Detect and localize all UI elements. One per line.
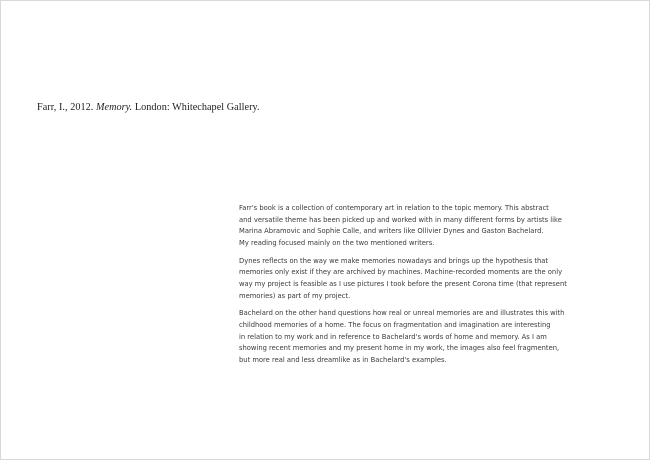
citation-title: Memory. [95, 102, 133, 113]
text-line: memories only exist if they are archived by machines. Machine-recorded moments are the only [239, 268, 563, 277]
text-line: but more real and less dreamlike as in Bachelard's examples. [239, 356, 447, 365]
bibliography-citation [37, 102, 260, 113]
text-line: childhood memories of a home. The focus on fragmentation and imagination are interesting [239, 320, 551, 329]
text-line: Farr's book is a collection of contemporary art in relation to the topic memory. This abstract [239, 204, 549, 212]
text-line: showing recent memories and my present home in my work, the images also feel fragmenten, [239, 344, 560, 353]
text-line: My reading focused mainly on the two mentioned writers. [239, 239, 435, 248]
paragraph-dynes [239, 256, 639, 303]
citation-author-year: Farr, I., 2012. [37, 102, 96, 113]
text-line: Marina Abramovic and Sophie Calle, and writers like Ollivier Dynes and Gaston Bachelard. [239, 227, 544, 236]
text-line: in relation to my work and in reference to Bachelard's words of home and memory. As I am [239, 332, 547, 341]
citation-publisher: London: Whitechapel Gallery. [132, 102, 260, 113]
text-line: Bachelard on the other hand questions how real or unreal memories are and illustrates this with [239, 309, 565, 318]
paragraph-bachelard [239, 308, 639, 367]
annotation-text [239, 203, 639, 373]
text-line: and versatile theme has been picked up and worked with in many different forms by artists like [239, 215, 562, 224]
text-line: way my project is feasible as I use pictures I took before the present Corona time (that represent [239, 280, 567, 289]
text-line: memories) as part of my project. [239, 291, 351, 300]
text-line: Dynes reflects on the way we make memories nowadays and brings up the hypothesis that [239, 256, 549, 265]
paragraph-summary [239, 203, 639, 250]
